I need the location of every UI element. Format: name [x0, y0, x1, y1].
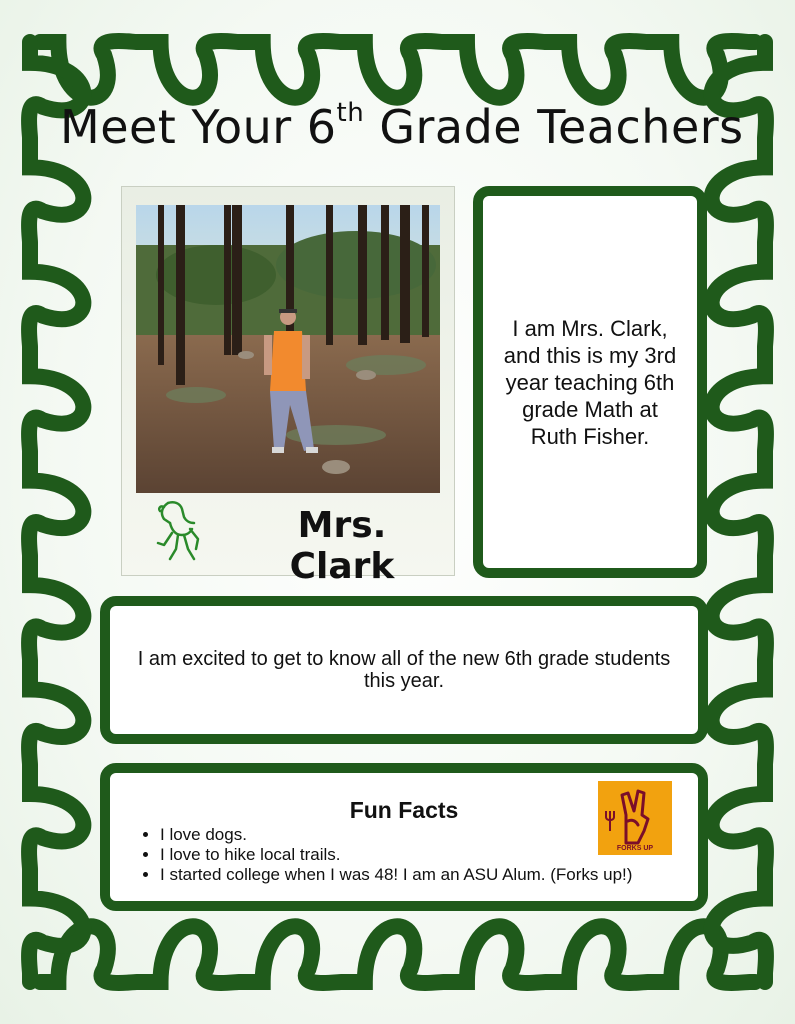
- frame-top-loops: [40, 41, 755, 98]
- fun-facts-list: [128, 825, 632, 885]
- teacher-name: Mrs. Clark: [289, 505, 395, 587]
- asu-forks-up-logo: [598, 781, 672, 855]
- mustang-horse-icon: [150, 499, 202, 565]
- teacher-photo: [136, 205, 440, 493]
- fun-fact-item: • I love to hike local trails.: [160, 845, 632, 865]
- fun-fact-item: • I started college when I was 48! I am an ASU Alum. (Forks up!): [160, 865, 632, 885]
- forks-up-hand-icon: [598, 781, 672, 855]
- excited-box: [100, 596, 708, 744]
- title-end: Grade Teachers: [364, 100, 744, 154]
- teacher-photo-card: [121, 186, 455, 587]
- excited-text: I am excited to get to know all of the new 6th grade students this year.: [137, 648, 671, 692]
- title-main: Meet Your 6: [60, 100, 337, 154]
- frame-left-loops: [29, 42, 83, 982]
- fun-facts-title: Fun Facts: [349, 797, 459, 823]
- frame-right-loops: [712, 42, 766, 982]
- title-superscript: th: [336, 97, 365, 128]
- frame-bottom-loops: [40, 926, 755, 983]
- page-title: [60, 97, 744, 154]
- intro-box: [473, 186, 707, 578]
- intro-text: I am Mrs. Clark, and this is my 3rd year teaching 6th grade Math at Ruth Fisher.: [503, 315, 677, 449]
- fun-facts-box: [100, 763, 708, 911]
- forks-up-label: FORKS UP: [616, 845, 654, 852]
- fun-fact-item: • I love dogs.: [160, 825, 632, 845]
